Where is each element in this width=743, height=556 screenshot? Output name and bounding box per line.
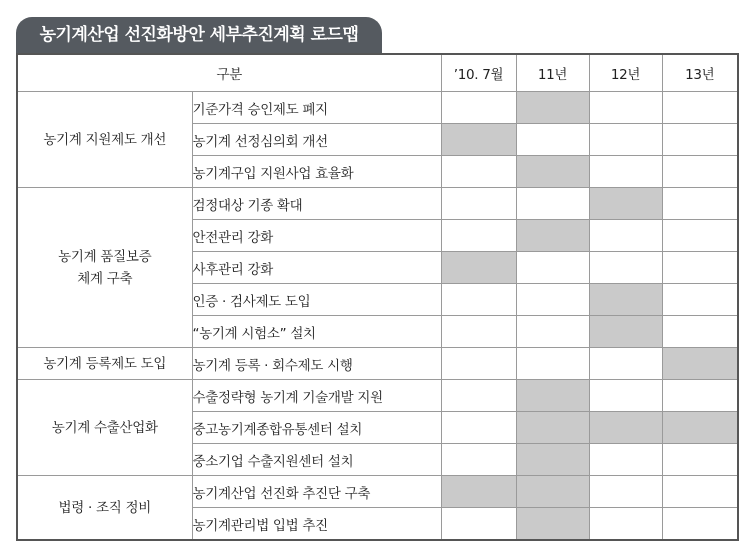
item-label: 농기계 등록 · 회수제도 시행 bbox=[192, 348, 441, 380]
schedule-cell bbox=[589, 156, 662, 188]
group-label-line: 농기계 등록제도 도입 bbox=[43, 355, 167, 372]
schedule-cell-active bbox=[441, 476, 516, 508]
roadmap-table bbox=[16, 53, 739, 541]
item-label: 농기계 선정심의회 개선 bbox=[192, 124, 441, 156]
group-label-line: 체계 구축 bbox=[77, 270, 133, 287]
header-period-0: ’10. 7월 bbox=[441, 54, 516, 92]
schedule-cell bbox=[589, 348, 662, 380]
schedule-cell bbox=[662, 252, 738, 284]
item-label: 수출정략형 농기계 기술개발 지원 bbox=[192, 380, 441, 412]
schedule-cell bbox=[516, 284, 589, 316]
group-label bbox=[17, 92, 192, 188]
schedule-cell bbox=[662, 476, 738, 508]
schedule-cell bbox=[589, 476, 662, 508]
schedule-cell-active bbox=[589, 412, 662, 444]
schedule-cell bbox=[441, 220, 516, 252]
schedule-cell-active bbox=[516, 220, 589, 252]
schedule-cell bbox=[441, 316, 516, 348]
table-row bbox=[17, 476, 738, 508]
schedule-cell bbox=[662, 284, 738, 316]
table-row bbox=[17, 92, 738, 124]
schedule-cell bbox=[441, 380, 516, 412]
schedule-cell bbox=[441, 508, 516, 541]
schedule-cell bbox=[589, 124, 662, 156]
item-label: 기준가격 승인제도 폐지 bbox=[192, 92, 441, 124]
schedule-cell bbox=[441, 412, 516, 444]
schedule-cell-active bbox=[662, 412, 738, 444]
schedule-cell bbox=[589, 508, 662, 541]
group-label-line: 농기계 수출산업화 bbox=[51, 419, 158, 436]
item-label: 농기계구입 지원사업 효율화 bbox=[192, 156, 441, 188]
schedule-cell-active bbox=[516, 156, 589, 188]
schedule-cell-active bbox=[516, 444, 589, 476]
schedule-cell bbox=[589, 380, 662, 412]
item-label: 농기계산업 선진화 추진단 구축 bbox=[192, 476, 441, 508]
item-label: 검정대상 기종 확대 bbox=[192, 188, 441, 220]
item-label: 농기계관리법 입법 추진 bbox=[192, 508, 441, 541]
schedule-cell bbox=[516, 188, 589, 220]
item-label: 인증 · 검사제도 도입 bbox=[192, 284, 441, 316]
schedule-cell-active bbox=[516, 380, 589, 412]
table-row bbox=[17, 188, 738, 220]
group-label bbox=[17, 348, 192, 380]
schedule-cell bbox=[589, 252, 662, 284]
schedule-cell bbox=[662, 380, 738, 412]
schedule-cell bbox=[441, 284, 516, 316]
schedule-cell-active bbox=[589, 188, 662, 220]
schedule-cell bbox=[662, 444, 738, 476]
item-label: 사후관리 강화 bbox=[192, 252, 441, 284]
group-label bbox=[17, 188, 192, 348]
schedule-cell-active bbox=[516, 412, 589, 444]
schedule-cell bbox=[441, 444, 516, 476]
group-label-line: 농기계 지원제도 개선 bbox=[43, 131, 167, 148]
group-label-line: 농기계 품질보증 bbox=[58, 248, 152, 265]
header-row bbox=[17, 54, 738, 92]
schedule-cell bbox=[516, 252, 589, 284]
schedule-cell bbox=[516, 316, 589, 348]
schedule-cell-active bbox=[516, 508, 589, 541]
schedule-cell bbox=[662, 156, 738, 188]
schedule-cell bbox=[662, 92, 738, 124]
schedule-cell bbox=[589, 220, 662, 252]
schedule-cell bbox=[662, 508, 738, 541]
header-period-3: 13년 bbox=[662, 54, 738, 92]
schedule-cell-active bbox=[441, 124, 516, 156]
header-period-2: 12년 bbox=[589, 54, 662, 92]
schedule-cell-active bbox=[516, 476, 589, 508]
schedule-cell bbox=[662, 188, 738, 220]
header-period-1: 11년 bbox=[516, 54, 589, 92]
schedule-cell bbox=[589, 444, 662, 476]
schedule-cell-active bbox=[662, 348, 738, 380]
schedule-cell bbox=[441, 188, 516, 220]
schedule-cell bbox=[662, 316, 738, 348]
schedule-cell bbox=[589, 92, 662, 124]
schedule-cell-active bbox=[516, 92, 589, 124]
item-label: 안전관리 강화 bbox=[192, 220, 441, 252]
header-category: 구분 bbox=[17, 54, 441, 92]
table-row bbox=[17, 348, 738, 380]
schedule-cell-active bbox=[589, 284, 662, 316]
schedule-cell bbox=[441, 156, 516, 188]
group-label-line: 법령 · 조직 정비 bbox=[58, 499, 151, 516]
schedule-cell bbox=[662, 220, 738, 252]
table-row bbox=[17, 380, 738, 412]
roadmap-body bbox=[17, 92, 738, 541]
schedule-cell-active bbox=[589, 316, 662, 348]
schedule-cell bbox=[441, 92, 516, 124]
schedule-cell bbox=[516, 348, 589, 380]
group-label bbox=[17, 380, 192, 476]
schedule-cell-active bbox=[441, 252, 516, 284]
page-title: 농기계산업 선진화방안 세부추진계획 로드맵 bbox=[39, 25, 359, 45]
item-label: “농기계 시험소” 설치 bbox=[192, 316, 441, 348]
item-label: 중고농기계종합유통센터 설치 bbox=[192, 412, 441, 444]
schedule-cell bbox=[441, 348, 516, 380]
schedule-cell bbox=[516, 124, 589, 156]
item-label: 중소기업 수출지원센터 설치 bbox=[192, 444, 441, 476]
schedule-cell bbox=[662, 124, 738, 156]
group-label bbox=[17, 476, 192, 541]
